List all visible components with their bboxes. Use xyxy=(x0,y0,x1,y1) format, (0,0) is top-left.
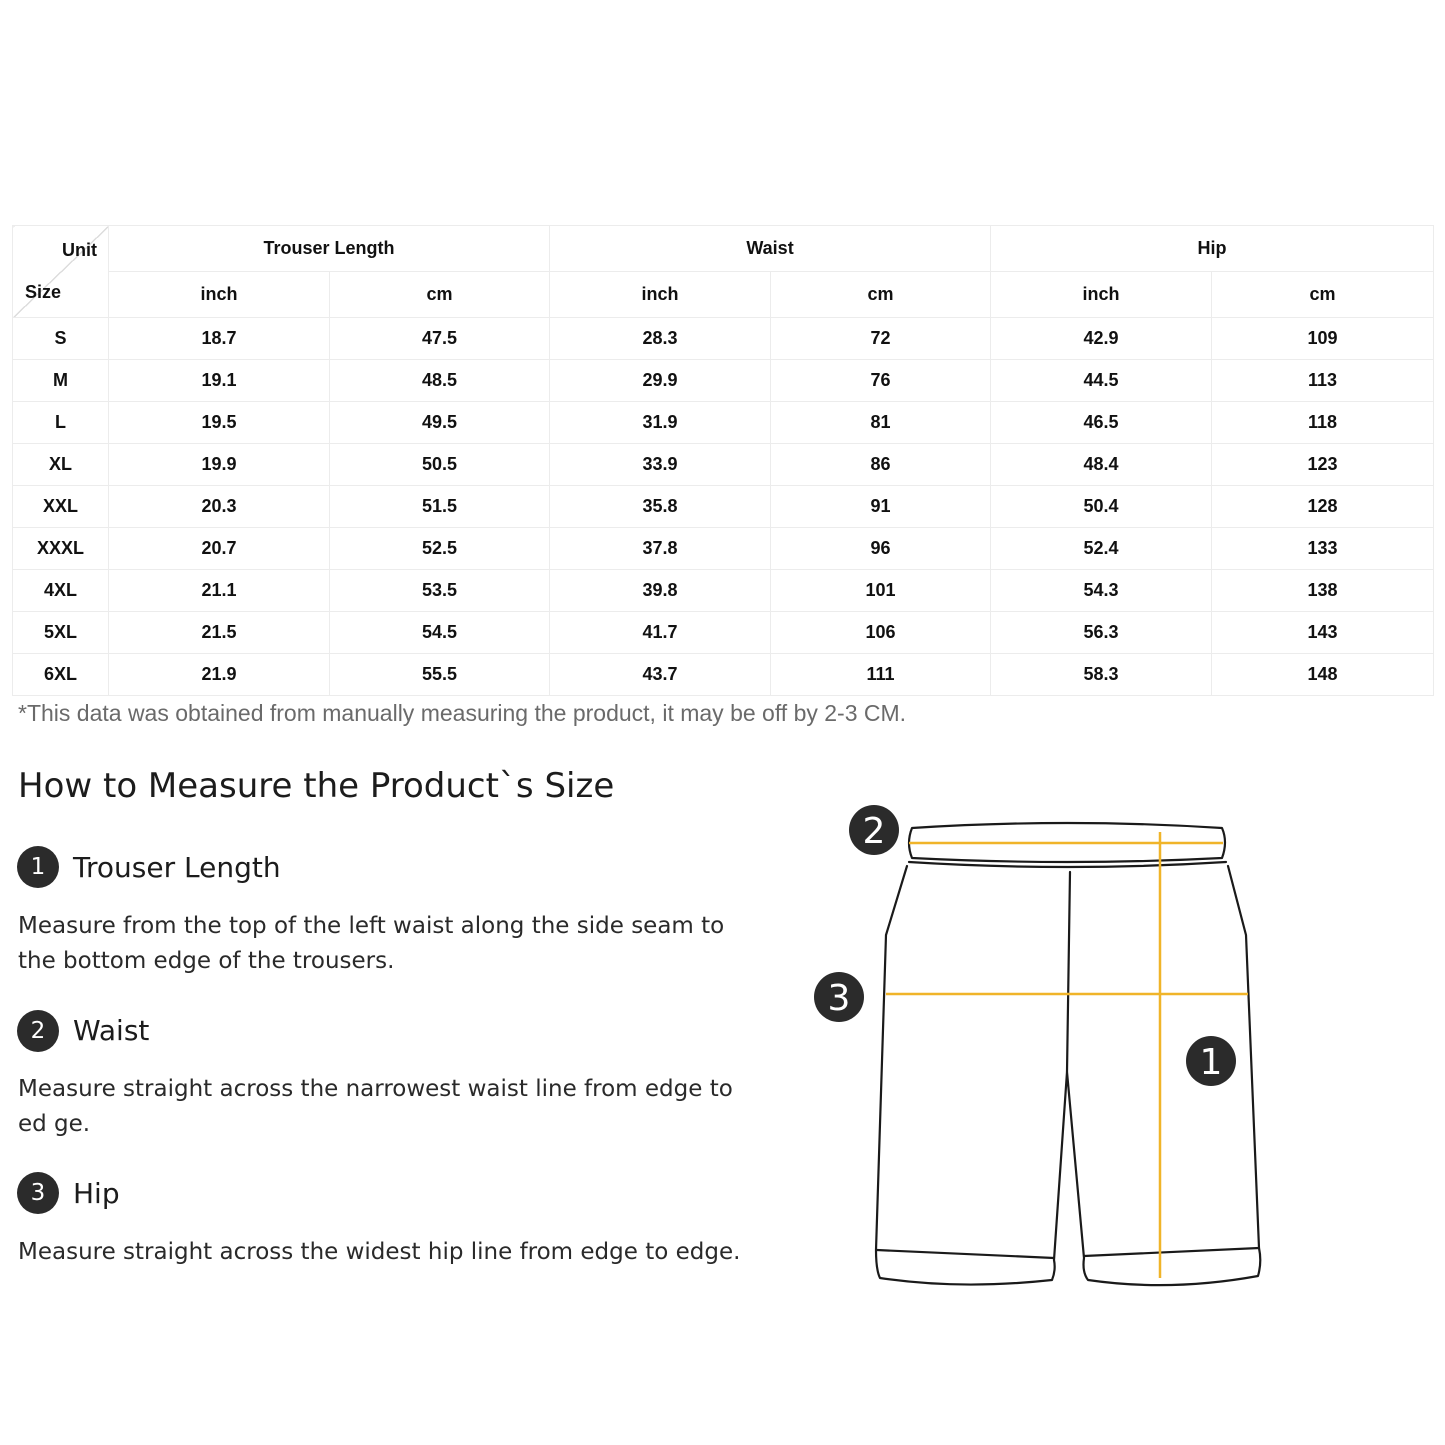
unit-header: cm xyxy=(1212,272,1434,318)
measurement-cell: 53.5 xyxy=(330,570,550,612)
measurement-cell: 20.7 xyxy=(109,528,330,570)
group-header-waist: Waist xyxy=(550,226,991,272)
size-cell: XXL xyxy=(13,486,109,528)
length-badge-number: 1 xyxy=(1199,1042,1223,1083)
measurement-cell: 35.8 xyxy=(550,486,771,528)
size-label: Size xyxy=(25,282,62,302)
size-cell: S xyxy=(13,318,109,360)
step-1-description: Measure from the top of the left waist along the side seam to the bottom edge of the trousers. xyxy=(18,913,725,974)
measurement-cell: 109 xyxy=(1212,318,1434,360)
size-row xyxy=(13,318,1434,360)
measurement-cell: 54.5 xyxy=(330,612,550,654)
measurement-cell: 33.9 xyxy=(550,444,771,486)
size-cell: XXXL xyxy=(13,528,109,570)
measurement-cell: 43.7 xyxy=(550,654,771,696)
measurement-cell: 118 xyxy=(1212,402,1434,444)
size-cell: XL xyxy=(13,444,109,486)
measurement-cell: 81 xyxy=(771,402,991,444)
measurement-cell: 91 xyxy=(771,486,991,528)
size-row xyxy=(13,402,1434,444)
hip-badge-number: 3 xyxy=(827,978,851,1019)
measurement-cell: 106 xyxy=(771,612,991,654)
measurement-cell: 138 xyxy=(1212,570,1434,612)
step-2-title: Waist xyxy=(73,1014,150,1047)
group-header-trouser-length: Trouser Length xyxy=(109,226,550,272)
measurement-cell: 48.4 xyxy=(991,444,1212,486)
measurement-cell: 21.5 xyxy=(109,612,330,654)
measurement-cell: 19.9 xyxy=(109,444,330,486)
step-1-badge: 1 xyxy=(17,846,59,888)
measurement-cell: 113 xyxy=(1212,360,1434,402)
measurement-cell: 143 xyxy=(1212,612,1434,654)
unit-header: inch xyxy=(550,272,771,318)
guide-title: How to Measure the Product`s Size xyxy=(18,766,615,806)
measurement-cell: 128 xyxy=(1212,486,1434,528)
measurement-cell: 50.5 xyxy=(330,444,550,486)
measurement-cell: 50.4 xyxy=(991,486,1212,528)
measurement-cell: 37.8 xyxy=(550,528,771,570)
size-row xyxy=(13,486,1434,528)
size-row xyxy=(13,654,1434,696)
measurement-cell: 55.5 xyxy=(330,654,550,696)
measurement-cell: 31.9 xyxy=(550,402,771,444)
measurement-cell: 72 xyxy=(771,318,991,360)
measurement-cell: 21.9 xyxy=(109,654,330,696)
measurement-cell: 101 xyxy=(771,570,991,612)
unit-header: cm xyxy=(771,272,991,318)
measurement-cell: 46.5 xyxy=(991,402,1212,444)
measurement-disclaimer: *This data was obtained from manually measuring the product, it may be off by 2-3 CM. xyxy=(18,700,907,726)
size-cell: L xyxy=(13,402,109,444)
unit-header: cm xyxy=(330,272,550,318)
size-cell: M xyxy=(13,360,109,402)
measurement-cell: 41.7 xyxy=(550,612,771,654)
size-cell: 5XL xyxy=(13,612,109,654)
measurement-cell: 111 xyxy=(771,654,991,696)
size-row xyxy=(13,570,1434,612)
step-3-badge: 3 xyxy=(17,1172,59,1214)
size-row xyxy=(13,528,1434,570)
measurement-cell: 86 xyxy=(771,444,991,486)
measurement-cell: 148 xyxy=(1212,654,1434,696)
measurement-cell: 52.4 xyxy=(991,528,1212,570)
size-cell: 6XL xyxy=(13,654,109,696)
size-row xyxy=(13,360,1434,402)
measurement-cell: 28.3 xyxy=(550,318,771,360)
measurement-cell: 29.9 xyxy=(550,360,771,402)
size-rows xyxy=(13,318,1434,696)
measurement-cell: 51.5 xyxy=(330,486,550,528)
step-3-title: Hip xyxy=(73,1177,120,1210)
measurement-cell: 19.5 xyxy=(109,402,330,444)
unit-header: inch xyxy=(109,272,330,318)
measurement-cell: 54.3 xyxy=(991,570,1212,612)
measurement-cell: 21.1 xyxy=(109,570,330,612)
measurement-cell: 48.5 xyxy=(330,360,550,402)
waist-badge-number: 2 xyxy=(862,811,886,852)
diagram-badge-length xyxy=(1186,1036,1236,1086)
measurement-cell: 58.3 xyxy=(991,654,1212,696)
diagram-badge-waist xyxy=(849,805,899,855)
diagram-badge-hip xyxy=(814,972,864,1022)
step-2-description: Measure straight across the narrowest waist line from edge to ed ge. xyxy=(18,1076,733,1137)
measurement-cell: 19.1 xyxy=(109,360,330,402)
measurement-cell: 96 xyxy=(771,528,991,570)
unit-header-row xyxy=(13,272,1434,318)
step-3-description: Measure straight across the widest hip line from edge to edge. xyxy=(18,1239,741,1265)
size-cell: 4XL xyxy=(13,570,109,612)
corner-cell xyxy=(13,226,109,318)
group-header-row xyxy=(13,226,1434,272)
measurement-cell: 123 xyxy=(1212,444,1434,486)
shorts-diagram xyxy=(800,790,1270,1300)
size-row xyxy=(13,612,1434,654)
measurement-cell: 49.5 xyxy=(330,402,550,444)
measurement-cell: 52.5 xyxy=(330,528,550,570)
step-2-badge: 2 xyxy=(17,1010,59,1052)
measurement-cell: 18.7 xyxy=(109,318,330,360)
group-header-hip: Hip xyxy=(991,226,1434,272)
unit-label: Unit xyxy=(62,240,97,260)
measurement-cell: 42.9 xyxy=(991,318,1212,360)
measurement-cell: 133 xyxy=(1212,528,1434,570)
size-row xyxy=(13,444,1434,486)
measurement-cell: 56.3 xyxy=(991,612,1212,654)
step-1-title: Trouser Length xyxy=(73,851,281,884)
measurement-cell: 20.3 xyxy=(109,486,330,528)
measurement-cell: 44.5 xyxy=(991,360,1212,402)
measurement-cell: 39.8 xyxy=(550,570,771,612)
measurement-cell: 47.5 xyxy=(330,318,550,360)
size-chart-table xyxy=(12,225,1434,696)
measurement-cell: 76 xyxy=(771,360,991,402)
unit-header: inch xyxy=(991,272,1212,318)
